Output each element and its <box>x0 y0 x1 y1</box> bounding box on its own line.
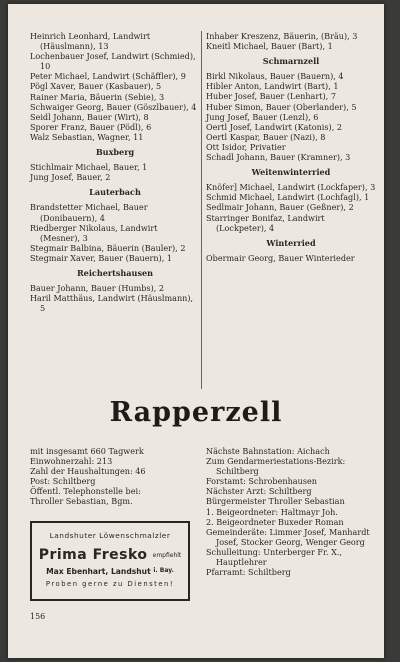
list-item: Post: Schiltberg <box>30 476 96 487</box>
list-item: Ott Isidor, Privatier <box>206 141 286 152</box>
list-item: Nächste Bahnstation: Aichach <box>206 446 330 456</box>
right-column <box>206 31 376 263</box>
entry-list <box>30 162 200 182</box>
place-title: Rapperzell <box>109 397 283 428</box>
list-item: Sedlmair Johann, Bauer (Geßner), 2 <box>206 202 354 213</box>
ad-brand-suffix: empfiehlt <box>152 552 182 559</box>
list-item: Riedberger Nikolaus, Landwirt (Mesner), 3 <box>30 222 158 243</box>
list-item: Sporer Franz, Bauer (Pödl), 6 <box>30 121 152 132</box>
ad-line-1: Landshuter Löwenschmalzler <box>49 531 171 540</box>
list-item: Heinrich Leonhard, Landwirt (Häuslmann), 13 <box>30 31 151 52</box>
list-item: Rainer Maria, Bäuerin (Sebie), 3 <box>30 91 165 102</box>
list-item: Nächster Arzt: Schiltberg <box>206 486 312 497</box>
section-heading-reichertshausen: Reichertshausen <box>76 267 154 278</box>
list-item: Schulleitung: Unterberger Fr. X., Hauptlehrer <box>206 546 343 568</box>
place-officials <box>206 446 376 577</box>
list-item: Brandstetter Michael, Bauer (Donibauern), 4 <box>30 202 148 223</box>
entry-list <box>206 253 376 263</box>
entry-list <box>30 202 200 263</box>
list-item: Pfarramt: Schiltberg <box>206 567 291 578</box>
list-item: Gemeinderäte: Limmer Josef, Manhardt Josef, Stocker Georg, Wenger Georg <box>206 526 370 547</box>
list-item: Birkl Nikolaus, Bauer (Bauern), 4 <box>206 71 344 82</box>
list-item: Throller Sebastian, Bgm. <box>30 496 133 507</box>
list-item: Bauer Johann, Bauer (Humbs), 2 <box>30 283 165 294</box>
ad-company: Max Ebenhart, Landshut <box>46 567 151 576</box>
list-item: Jung Josef, Bauer (Lenzl), 6 <box>206 111 319 122</box>
list-item: Obermair Georg, Bauer Winterieder <box>206 252 355 263</box>
section-heading-winterried: Winterried <box>266 237 316 248</box>
section-heading-schmarnzell: Schmarnzell <box>262 56 320 67</box>
list-item: Forstamt: Schrobenhausen <box>206 476 317 487</box>
page-number: 156 <box>30 612 46 621</box>
entry-list <box>206 31 376 51</box>
list-item: Starringer Bonifaz, Landwirt (Lockpeter), 4 <box>206 212 325 233</box>
list-item: Öffentl. Telephonstelle bei: <box>30 486 141 497</box>
list-item: Huber Josef, Bauer (Lenhart), 7 <box>206 91 336 102</box>
list-item: Schmid Michael, Landwirt (Lochfagl), 1 <box>206 192 370 203</box>
list-item: Schwaiger Georg, Bauer (Göszlbauer), 4 <box>30 101 197 112</box>
list-item: Huber Simon, Bauer (Oberlander), 5 <box>206 101 357 112</box>
list-item: Stichlmair Michael, Bauer, 1 <box>30 162 148 173</box>
list-item: 2. Beigeordneter Buxeder Roman <box>206 516 344 527</box>
list-item: Peter Michael, Landwirt (Schäffler), 9 <box>30 71 186 82</box>
list-item: Jung Josef, Bauer, 2 <box>30 172 111 183</box>
list-item: Seidl Johann, Bauer (Wirt), 8 <box>30 111 149 122</box>
list-item: mit insgesamt 660 Tagwerk <box>30 446 144 456</box>
entry-list <box>30 283 200 313</box>
list-item: 1. Beigeordneter: Haltmayr Joh. <box>206 506 338 517</box>
directory-page <box>8 4 384 658</box>
ad-brand: Prima Fresko <box>38 547 148 563</box>
list-item: Inhaber Kreszenz, Bäuerin, (Bräu), 3 <box>206 31 358 41</box>
list-item: Stegmair Balbina, Bäuerin (Bauler), 2 <box>30 242 186 253</box>
list-item: Kneitl Michael, Bauer (Bart), 1 <box>206 41 333 52</box>
column-divider <box>201 31 202 389</box>
list-item: Schadl Johann, Bauer (Kramner), 3 <box>206 152 351 163</box>
list-item: Walz Sebastian, Wagner, 11 <box>30 131 144 142</box>
section-heading-buxberg: Buxberg <box>95 147 135 158</box>
list-item: Knöfer] Michael, Landwirt (Lockfaper), 3 <box>206 182 376 193</box>
advertisement-box <box>30 521 190 601</box>
list-item: Pögl Xaver, Bauer (Kasbauer), 5 <box>30 81 162 92</box>
place-stats <box>30 446 200 507</box>
ad-company-suffix: i. Bay. <box>153 567 174 574</box>
list-item: Zahl der Haushaltungen: 46 <box>30 466 146 477</box>
list-item: Zum Gendarmeriestations-Bezirk: Schiltberg <box>206 456 346 477</box>
list-item: Lochenbauer Josef, Landwirt (Schmied), 10 <box>30 51 196 72</box>
list-item: Bürgermeister Throller Sebastian <box>206 496 345 507</box>
list-item: Hibler Anton, Landwirt (Bart), 1 <box>206 81 339 92</box>
entry-list <box>206 71 376 162</box>
ad-line-3 <box>32 567 188 576</box>
ad-line-2 <box>32 544 188 563</box>
section-heading-weitenwinterried: Weitenwinterried <box>251 167 331 178</box>
list-item: Einwohnerzahl: 213 <box>30 456 113 467</box>
list-item: Haril Matthäus, Landwirt (Häuslmann), 5 <box>30 293 194 314</box>
entry-list <box>206 182 376 232</box>
list-item: Oertl Kaspar, Bauer (Nazi), 8 <box>206 131 326 142</box>
list-item: Stegmair Xaver, Bauer (Bauern), 1 <box>30 252 173 263</box>
entry-list <box>30 31 200 142</box>
ad-line-4: Proben gerne zu Diensten! <box>45 580 175 588</box>
section-heading-lauterbach: Lauterbach <box>89 187 141 198</box>
list-item: Oertl Josef, Landwirt (Katonis), 2 <box>206 121 342 132</box>
left-column <box>30 31 200 313</box>
